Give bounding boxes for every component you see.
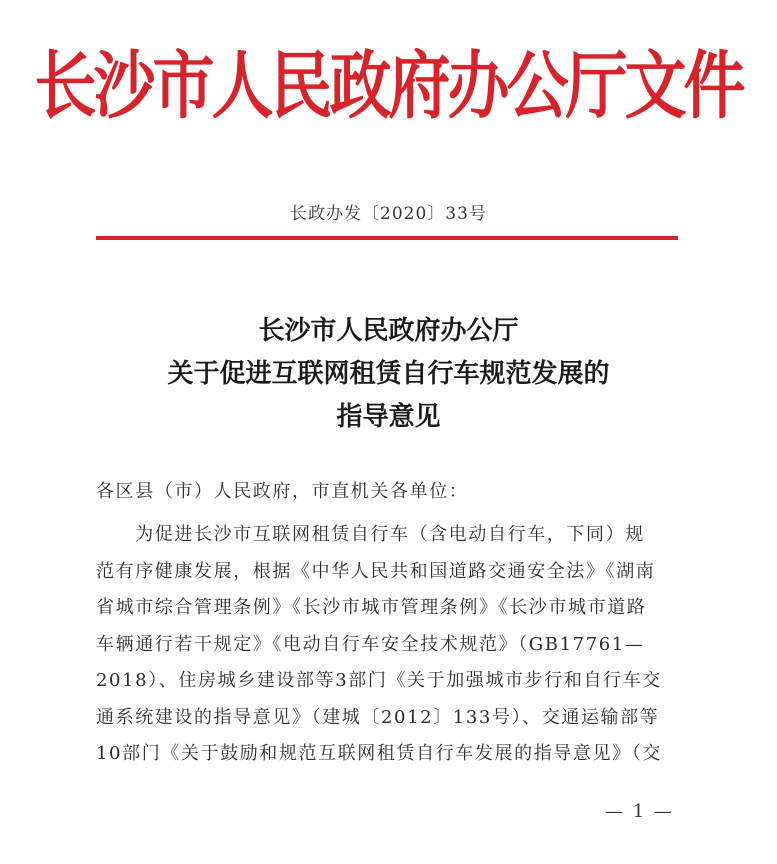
body-line: 车辆通行若干规定》《电动自行车安全技术规范》（GB17761— [96,633,645,655]
document-title [0,310,777,439]
body-line: 10部门《关于鼓励和规范互联网租赁自行车发展的指导意见》（交 [96,743,662,764]
body-line: 省城市综合管理条例》《长沙市城市管理条例》《长沙市城市道路 [96,597,647,618]
page-number: — 1 — [605,801,674,822]
salutation: 各区县（市）人民政府，市直机关各单位： [96,481,469,502]
body-line: 为促进长沙市互联网租赁自行车（含电动自行车，下同）规 [96,524,645,545]
body-paragraph [96,517,688,773]
document-number: 长政办发〔2020〕33号 [290,204,487,224]
body-line: 2018）、住房城乡建设部等3部门《关于加强城市步行和自行车交 [96,670,662,691]
red-divider-line [96,236,678,240]
body-line: 范有序健康发展，根据《中华人民共和国道路交通安全法》《湖南 [96,560,656,582]
masthead-title: 长沙市人民政府办公厅文件 [34,42,743,129]
body-line: 通系统建设的指导意见》（建城〔2012〕133号）、交通运输部等 [96,706,660,728]
title-line-2: 关于促进互联网租赁自行车规范发展的 [167,359,610,389]
title-line-1: 长沙市人民政府办公厅 [258,316,519,346]
title-line-3: 指导意见 [336,402,441,432]
